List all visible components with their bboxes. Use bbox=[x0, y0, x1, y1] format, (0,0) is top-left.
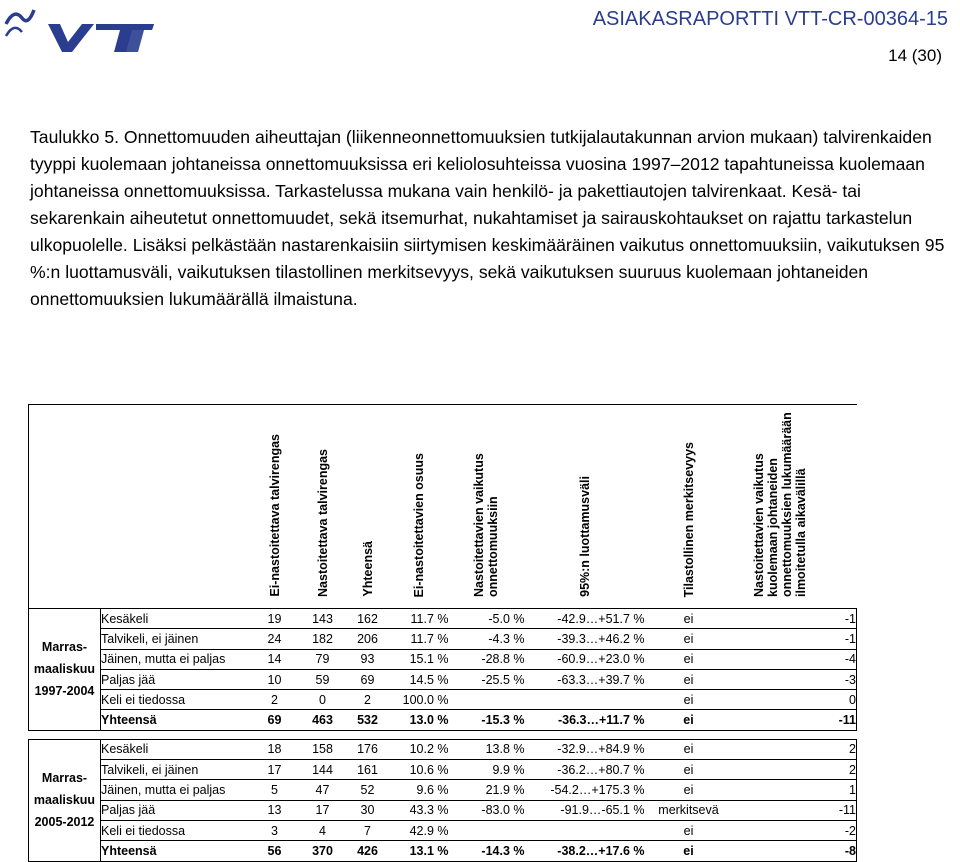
value-share: 15.1 % bbox=[389, 649, 449, 669]
value-non-studded: 18 bbox=[251, 739, 299, 759]
value-share: 100.0 % bbox=[389, 690, 449, 710]
col-header: Nastoitettavien vaikutus kuolemaan johtaneiden onnettomuuksien lukumäärään ilmoitetulla aikavälillä bbox=[733, 405, 857, 601]
col-header: 95%:n luottamusväli bbox=[525, 405, 645, 601]
value-effect: -14.3 % bbox=[449, 841, 525, 861]
value-non-studded: 3 bbox=[251, 820, 299, 840]
value-confidence-interval: -36.2…+80.7 % bbox=[525, 760, 645, 780]
value-confidence-interval: -54.2…+175.3 % bbox=[525, 780, 645, 800]
table-row bbox=[29, 609, 857, 629]
group-label: Marras- maaliskuu 2005-2012 bbox=[29, 739, 101, 861]
group-label: Marras- maaliskuu 1997-2004 bbox=[29, 609, 101, 731]
row-category: Jäinen, mutta ei paljas bbox=[101, 780, 251, 800]
row-category: Paljas jää bbox=[101, 669, 251, 689]
table-row bbox=[29, 649, 857, 669]
value-confidence-interval bbox=[525, 690, 645, 710]
value-count-effect: -8 bbox=[733, 841, 857, 861]
value-non-studded: 5 bbox=[251, 780, 299, 800]
value-significance: ei bbox=[645, 841, 733, 861]
value-count-effect: 1 bbox=[733, 780, 857, 800]
value-count-effect: -2 bbox=[733, 820, 857, 840]
table-row bbox=[29, 820, 857, 840]
value-total: 30 bbox=[347, 800, 389, 820]
value-effect: -4.3 % bbox=[449, 629, 525, 649]
value-studded: 4 bbox=[299, 820, 347, 840]
value-significance: ei bbox=[645, 780, 733, 800]
value-count-effect: 2 bbox=[733, 739, 857, 759]
col-header: Nastoitettava talvirengas bbox=[299, 405, 347, 601]
value-share: 11.7 % bbox=[389, 629, 449, 649]
value-effect: -5.0 % bbox=[449, 609, 525, 629]
value-effect bbox=[449, 820, 525, 840]
row-category: Yhteensä bbox=[101, 710, 251, 730]
value-total: 93 bbox=[347, 649, 389, 669]
value-non-studded: 13 bbox=[251, 800, 299, 820]
value-count-effect: -1 bbox=[733, 629, 857, 649]
page-number: 14 (30) bbox=[888, 46, 942, 65]
value-total: 52 bbox=[347, 780, 389, 800]
value-studded: 143 bbox=[299, 609, 347, 629]
value-total: 7 bbox=[347, 820, 389, 840]
value-non-studded: 24 bbox=[251, 629, 299, 649]
value-confidence-interval: -60.9…+23.0 % bbox=[525, 649, 645, 669]
value-confidence-interval bbox=[525, 820, 645, 840]
row-category: Paljas jää bbox=[101, 800, 251, 820]
value-studded: 79 bbox=[299, 649, 347, 669]
value-significance: ei bbox=[645, 609, 733, 629]
value-significance: ei bbox=[645, 760, 733, 780]
value-studded: 370 bbox=[299, 841, 347, 861]
value-studded: 144 bbox=[299, 760, 347, 780]
value-share: 13.0 % bbox=[389, 710, 449, 730]
row-category: Talvikeli, ei jäinen bbox=[101, 760, 251, 780]
table-row bbox=[29, 690, 857, 710]
value-count-effect: -11 bbox=[733, 800, 857, 820]
value-non-studded: 17 bbox=[251, 760, 299, 780]
value-significance: ei bbox=[645, 649, 733, 669]
table-total-row bbox=[29, 710, 857, 730]
value-total: 69 bbox=[347, 669, 389, 689]
vtt-logo bbox=[4, 2, 156, 54]
value-effect: 9.9 % bbox=[449, 760, 525, 780]
value-studded: 0 bbox=[299, 690, 347, 710]
row-category: Keli ei tiedossa bbox=[101, 690, 251, 710]
value-significance: merkitsevä bbox=[645, 800, 733, 820]
col-header: Ei-nastoitettava talvirengas bbox=[251, 405, 299, 601]
value-total: 161 bbox=[347, 760, 389, 780]
value-significance: ei bbox=[645, 820, 733, 840]
value-effect: -15.3 % bbox=[449, 710, 525, 730]
value-share: 11.7 % bbox=[389, 609, 449, 629]
table-row bbox=[29, 669, 857, 689]
value-count-effect: -4 bbox=[733, 649, 857, 669]
value-confidence-interval: -38.2…+17.6 % bbox=[525, 841, 645, 861]
value-effect bbox=[449, 690, 525, 710]
value-significance: ei bbox=[645, 710, 733, 730]
value-effect: 13.8 % bbox=[449, 739, 525, 759]
value-studded: 463 bbox=[299, 710, 347, 730]
value-total: 2 bbox=[347, 690, 389, 710]
value-share: 10.6 % bbox=[389, 760, 449, 780]
table-total-row bbox=[29, 841, 857, 861]
value-studded: 158 bbox=[299, 739, 347, 759]
table-row bbox=[29, 760, 857, 780]
value-share: 10.2 % bbox=[389, 739, 449, 759]
accident-table bbox=[28, 404, 857, 862]
value-non-studded: 56 bbox=[251, 841, 299, 861]
col-header: Nastoitettavien vaikutus onnettomuuksiin bbox=[449, 405, 525, 601]
row-category: Keli ei tiedossa bbox=[101, 820, 251, 840]
value-effect: -83.0 % bbox=[449, 800, 525, 820]
col-header: Yhteensä bbox=[347, 405, 389, 601]
value-total: 206 bbox=[347, 629, 389, 649]
value-non-studded: 19 bbox=[251, 609, 299, 629]
value-effect: 21.9 % bbox=[449, 780, 525, 800]
value-confidence-interval: -39.3…+46.2 % bbox=[525, 629, 645, 649]
report-id: ASIAKASRAPORTTI VTT-CR-00364-15 bbox=[592, 8, 948, 30]
value-confidence-interval: -42.9…+51.7 % bbox=[525, 609, 645, 629]
value-studded: 182 bbox=[299, 629, 347, 649]
value-count-effect: -11 bbox=[733, 710, 857, 730]
table-caption: Taulukko 5. Onnettomuuden aiheuttajan (liikenneonnettomuuksien tutkijalautakunnan arvion mukaan) talvirenkaiden tyyppi kuolemaan johtaneissa onnettomuuksissa eri keliolosuhteissa vuosina 1997–2012 tapahtuneissa kuolemaan johtaneissa onnettomuuksissa. Tarkastelussa mukana vain henkilö- ja pakettiautojen talvirenkaat. Kesä- tai sekarenkain aiheutetut onnettomuudet, sekä itsemurhat, nukahtamiset ja sairauskohtaukset on rajattu tarkastelun ulkopuolelle. Lisäksi pelkästään nastarenkaisiin siirtymisen keskimääräinen vaikutus onnettomuuksiin, vaikutuksen 95 %:n luottamusväli, vaikutuksen tilastollinen merkitsevyys, sekä vaikutuksen suuruus kuolemaan johtaneiden onnettomuuksien lukumäärällä ilmaistuna. bbox=[30, 127, 945, 309]
value-effect: -25.5 % bbox=[449, 669, 525, 689]
row-category: Kesäkeli bbox=[101, 609, 251, 629]
value-total: 532 bbox=[347, 710, 389, 730]
value-share: 9.6 % bbox=[389, 780, 449, 800]
col-header: Ei-nastoitettavien osuus bbox=[389, 405, 449, 601]
value-total: 162 bbox=[347, 609, 389, 629]
row-category: Kesäkeli bbox=[101, 739, 251, 759]
value-non-studded: 10 bbox=[251, 669, 299, 689]
table-row bbox=[29, 800, 857, 820]
value-share: 13.1 % bbox=[389, 841, 449, 861]
table-row bbox=[29, 739, 857, 759]
value-confidence-interval: -32.9…+84.9 % bbox=[525, 739, 645, 759]
row-category: Talvikeli, ei jäinen bbox=[101, 629, 251, 649]
value-studded: 17 bbox=[299, 800, 347, 820]
value-count-effect: 0 bbox=[733, 690, 857, 710]
value-count-effect: -1 bbox=[733, 609, 857, 629]
col-header: Tilastollinen merkitsevyys bbox=[645, 405, 733, 601]
value-significance: ei bbox=[645, 739, 733, 759]
value-confidence-interval: -91.9…-65.1 % bbox=[525, 800, 645, 820]
value-effect: -28.8 % bbox=[449, 649, 525, 669]
value-significance: ei bbox=[645, 690, 733, 710]
value-total: 426 bbox=[347, 841, 389, 861]
value-confidence-interval: -63.3…+39.7 % bbox=[525, 669, 645, 689]
row-category: Yhteensä bbox=[101, 841, 251, 861]
table-row bbox=[29, 780, 857, 800]
value-share: 42.9 % bbox=[389, 820, 449, 840]
row-category: Jäinen, mutta ei paljas bbox=[101, 649, 251, 669]
value-studded: 47 bbox=[299, 780, 347, 800]
value-significance: ei bbox=[645, 629, 733, 649]
value-count-effect: 2 bbox=[733, 760, 857, 780]
value-non-studded: 69 bbox=[251, 710, 299, 730]
value-total: 176 bbox=[347, 739, 389, 759]
table-row bbox=[29, 629, 857, 649]
value-share: 14.5 % bbox=[389, 669, 449, 689]
value-non-studded: 2 bbox=[251, 690, 299, 710]
value-confidence-interval: -36.3…+11.7 % bbox=[525, 710, 645, 730]
value-count-effect: -3 bbox=[733, 669, 857, 689]
value-studded: 59 bbox=[299, 669, 347, 689]
value-share: 43.3 % bbox=[389, 800, 449, 820]
value-significance: ei bbox=[645, 669, 733, 689]
value-non-studded: 14 bbox=[251, 649, 299, 669]
